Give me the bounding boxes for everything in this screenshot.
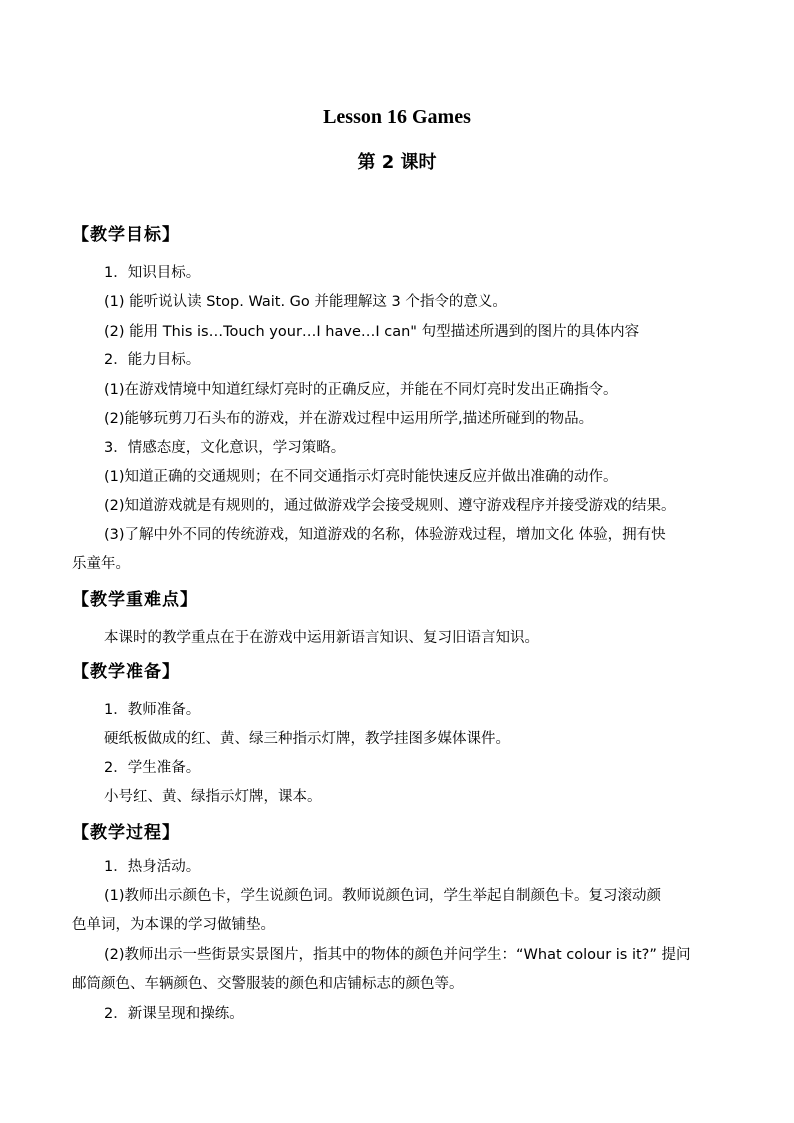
section-heading-preparation: 【教学准备】 xyxy=(72,662,180,682)
objectives-line: (1)知道正确的交通规则；在不同交通指示灯亮时能快速反应并做出准确的动作。 xyxy=(104,469,618,485)
process-line: 色单词，为本课的学习做铺垫。 xyxy=(72,917,275,933)
process-line: 1．热身活动。 xyxy=(104,859,201,875)
preparation-line: 1．教师准备。 xyxy=(104,702,201,718)
process-line: (2)教师出示一些街景实景图片，指其中的物体的颜色并问学生：“What colour is it?” 提问 xyxy=(104,947,691,963)
objectives-line: (2)能够玩剪刀石头布的游戏，并在游戏过程中运用所学,描述所碰到的物品。 xyxy=(104,411,594,427)
preparation-line: 2．学生准备。 xyxy=(104,760,201,776)
preparation-line: 小号红、黄、绿指示灯牌，课本。 xyxy=(104,789,322,805)
document-title: Lesson 16 Games xyxy=(323,106,471,128)
objectives-line: (2)知道游戏就是有规则的，通过做游戏学会接受规则、遵守游戏程序并接受游戏的结果。 xyxy=(104,498,676,514)
preparation-line: 硬纸板做成的红、黄、绿三种指示灯牌，教学挂图多媒体课件。 xyxy=(104,731,510,747)
process-line: 邮筒颜色、车辆颜色、交警服装的颜色和店铺标志的颜色等。 xyxy=(72,976,464,992)
section-heading-objectives: 【教学目标】 xyxy=(72,225,180,245)
process-line: (1)教师出示颜色卡，学生说颜色词。教师说颜色词，学生举起自制颜色卡。复习滚动颜 xyxy=(104,888,662,904)
objectives-line: 乐童年。 xyxy=(72,556,130,572)
section-heading-key-points: 【教学重难点】 xyxy=(72,590,198,610)
process-line: 2．新课呈现和操练。 xyxy=(104,1006,244,1022)
objectives-line: 2．能力目标。 xyxy=(104,352,201,368)
key-points-line: 本课时的教学重点在于在游戏中运用新语言知识、复习旧语言知识。 xyxy=(104,630,539,646)
objectives-line: (1)在游戏情境中知道红绿灯亮时的正确反应，并能在不同灯亮时发出正确指令。 xyxy=(104,382,618,398)
objectives-line: 1．知识目标。 xyxy=(104,265,201,281)
section-heading-process: 【教学过程】 xyxy=(72,823,180,843)
objectives-line: (2) 能用 This is…Touch your…I have…I can" 句型描述所遇到的图片的具体内容 xyxy=(104,324,640,340)
objectives-line: (3)了解中外不同的传统游戏，知道游戏的名称，体验游戏过程，增加文化 体验，拥有快 xyxy=(104,527,666,543)
objectives-line: (1) 能听说认读 Stop. Wait. Go 并能理解这 3 个指令的意义。 xyxy=(104,294,507,310)
objectives-line: 3．情感态度，文化意识，学习策略。 xyxy=(104,440,346,456)
document-subtitle: 第 2 课时 xyxy=(357,152,437,173)
